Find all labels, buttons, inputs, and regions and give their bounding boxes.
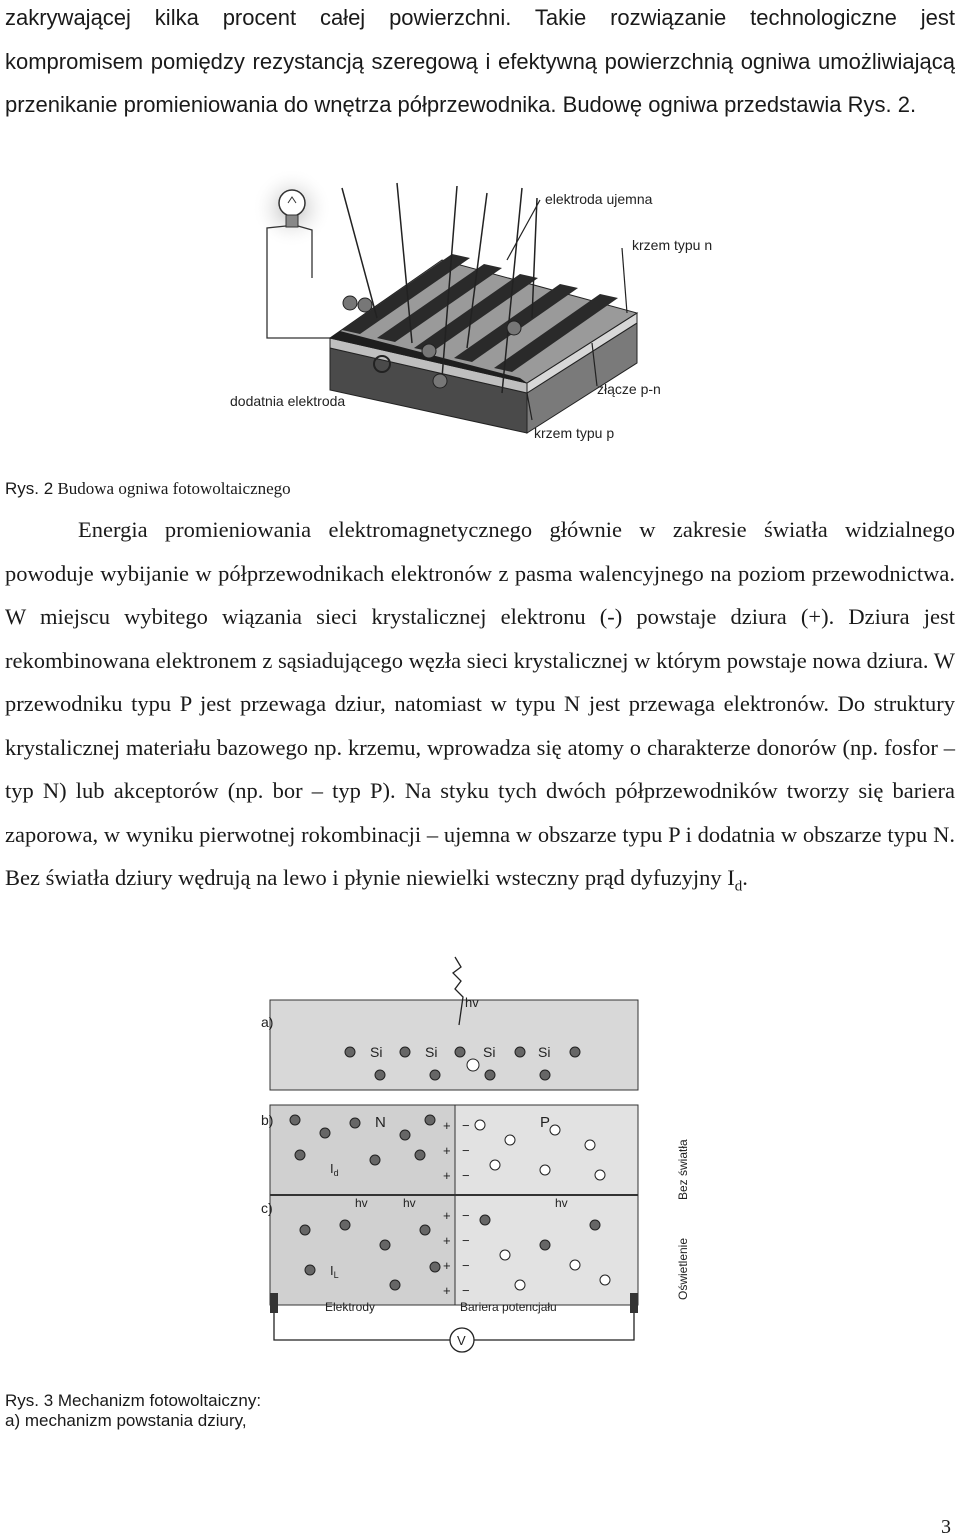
- no-light-label: Bez światła: [676, 1139, 690, 1200]
- photon-label: hv: [355, 1196, 368, 1210]
- photon-label: hv: [555, 1196, 568, 1210]
- main-paragraph: Energia promieniowania elektromagnetycznego głównie w zakresie światła widzialnego powoduje wybijanie w półprzewodnikach elektronów z pasma walencyjnego na poziom przewodnictwa. W miejscu wybitego wiązania sieci krystalicznej elektronu (-) powstaje dziura (+). Dziura jest rekombinowana elektronem z sąsiadującego węzła sieci krystalicznej w którym powstaje nowa dziura. W przewodniku typu P jest przewaga dziur, natomiast w typu N jest przewaga elektronów. Do struktury krystalicznej materiału bazowego np. krzemu, wprowadza się atomy o charakterze donorów (np. fosfor – typ N) lub akceptorów (np. bor – typ P). Na styku tych dwóch półprzewodników tworzy się bariera zaporowa, w wyniku pierwotnej rokombinacji – ujemna w obszarze typu P i dodatnia w obszarze typu N. Bez światła dziury wędrują na lewo i płynie niewielki wsteczny prąd dyfuzyjny $I_d$.: [5, 517, 955, 895]
- n-silicon-label: krzem typu n: [632, 237, 712, 253]
- light-bulb-icon: [252, 168, 332, 248]
- positive-electrode-label: dodatnia elektroda: [230, 393, 346, 409]
- svg-text:+: +: [443, 1283, 451, 1298]
- svg-text:+: +: [443, 1168, 451, 1183]
- svg-text:+: +: [443, 1208, 451, 1223]
- figure3-caption-item: a) mechanizm powstania dziury,: [5, 1411, 247, 1430]
- svg-text:+: +: [443, 1258, 451, 1273]
- page-number: 3: [941, 1516, 951, 1538]
- n-region-label: N: [375, 1114, 386, 1131]
- figure3-caption-title: Rys. 3 Mechanizm fotowoltaiczny:: [5, 1391, 262, 1410]
- figure3-caption: [5, 1391, 261, 1431]
- negative-electrode-label: elektroda ujemna: [545, 191, 653, 207]
- p-silicon-label: krzem typu p: [534, 425, 615, 441]
- diffusion-current-label: $I_d$: [330, 1161, 339, 1178]
- intro-paragraph: zakrywającej kilka procent całej powierzchni. Takie rozwiązanie technologiczne jest kompromisem pomiędzy rezystancją szeregową i efektywną powierzchnią ogniwa umożliwiającą przenikanie promieniowania do wnętrza półprzewodnika. Budowę ogniwa przedstawia Rys. 2.: [5, 5, 955, 117]
- svg-text:−: −: [462, 1168, 470, 1183]
- si-atom-label: Si: [483, 1044, 496, 1060]
- svg-text:−: −: [462, 1118, 470, 1133]
- figure2-caption: Rys. 2 Budowa ogniwa fotowoltaicznego: [5, 479, 291, 498]
- light-current-label: $I_L$: [330, 1263, 339, 1280]
- svg-text:+: +: [443, 1233, 451, 1248]
- si-atom-label: Si: [370, 1044, 383, 1060]
- p-region-label: P: [540, 1114, 551, 1131]
- svg-text:−: −: [462, 1208, 470, 1223]
- panel-a-label: a): [261, 1014, 274, 1030]
- panel-c-label: c): [261, 1200, 273, 1216]
- voltmeter-icon: V: [457, 1333, 466, 1348]
- pn-junction-label: złącze p-n: [597, 381, 661, 397]
- photon-label: hv: [403, 1196, 416, 1210]
- photon-label: hv: [465, 995, 479, 1010]
- photovoltaic-mechanism-diagram: [255, 955, 705, 1365]
- svg-text:+: +: [443, 1143, 451, 1158]
- panel-b-label: b): [261, 1112, 274, 1128]
- barrier-label: Bariera potencjału: [460, 1300, 557, 1314]
- svg-text:−: −: [462, 1258, 470, 1273]
- solar-cell-diagram: [222, 168, 712, 448]
- svg-text:−: −: [462, 1143, 470, 1158]
- si-atom-label: Si: [538, 1044, 551, 1060]
- svg-text:+: +: [443, 1118, 451, 1133]
- si-atom-label: Si: [425, 1044, 438, 1060]
- svg-text:−: −: [462, 1233, 470, 1248]
- svg-text:−: −: [462, 1283, 470, 1298]
- electrodes-label: Elektrody: [325, 1300, 376, 1314]
- illumination-label: Oświetlenie: [676, 1237, 690, 1300]
